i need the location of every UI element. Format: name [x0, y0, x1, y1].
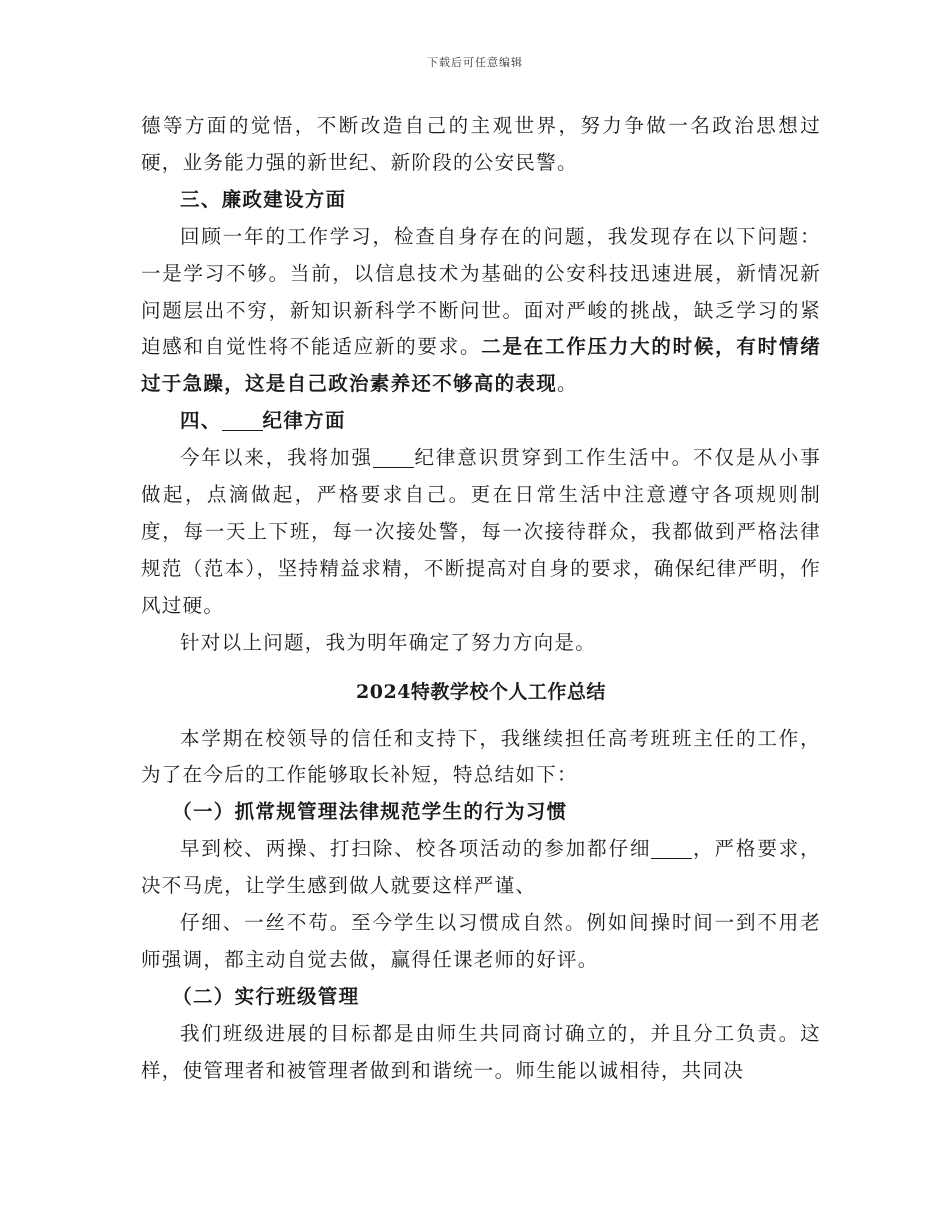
paragraph-class-goals: 我们班级进展的目标都是由师生共同商讨确立的，并且分工负责。这样，使管理者和被管理者做到和谐统一。师生能以诚相待，共同决 — [141, 1021, 821, 1082]
paragraph-discipline — [141, 440, 821, 625]
paragraph-review-text: 回顾一年的工作学习，检查自身存在的问题，我发现存在以下问题：一是学习不够。当前，以信息技术为基础的公安科技迅速进展，新情况新问题层出不穷，新知识新科学不断问世。面对严峻的挑战，缺乏学习的紧迫感和自觉性将不能适应新的要求。 — [141, 224, 821, 359]
paragraph-routine — [141, 831, 821, 905]
paragraph-review — [141, 219, 821, 404]
section-heading-discipline-label: 纪律方面 — [262, 409, 346, 433]
paragraph-routine-start: 早到校、两操、打扫除、校各项活动的参加都仔细 — [180, 837, 652, 861]
paragraph-discipline-rest: 纪律意识贯穿到工作生活中。不仅是从小事做起，点滴做起，严格要求自己。更在日常生活中注意遵守各项规则制度，每一天上下班，每一次接处警，每一次接待群众，我都做到严格法律规范（范本），坚持精益求精，不断提高对自身的要求，确保纪律严明，作风过硬。 — [141, 446, 822, 617]
paragraph-review-bold: 二是在工作压力大的时候，有时情绪过于急躁，这是自己政治素养还不够高的表现 — [141, 335, 821, 396]
document-body — [141, 108, 821, 1090]
section-heading-discipline-number: 四、 — [180, 409, 222, 433]
paragraph-intro: 本学期在校领导的信任和支持下，我继续担任高考班班主任的工作，为了在今后的工作能够取长补短，特总结如下： — [141, 726, 821, 787]
section-heading-discipline — [141, 403, 821, 440]
paragraph-routine-rest: ，严格要求，决不马虎，让学生感到做人就要这样严谨、 — [141, 837, 821, 898]
blank-line — [651, 839, 692, 860]
blank-line — [373, 448, 414, 469]
subheading-routine-management: （一）抓常规管理法律规范学生的行为习惯 — [172, 800, 568, 824]
document-title: 2024特教学校个人工作总结 — [356, 680, 606, 703]
subheading-class-management: （二）实行班级管理 — [172, 984, 360, 1008]
paragraph-direction: 针对以上问题，我为明年确定了努力方向是。 — [180, 630, 597, 654]
section-heading-integrity: 三、廉政建设方面 — [180, 187, 347, 211]
paragraph-habits: 仔细、一丝不苟。至今学生以习惯成自然。例如间操时间一到不用老师强调，都主动自觉去做，赢得任课老师的好评。 — [141, 911, 821, 971]
blank-line — [222, 411, 263, 432]
paragraph-discipline-start: 今年以来，我将加强 — [180, 446, 373, 470]
paragraph-review-end: 。 — [557, 372, 578, 396]
page-header: 下载后可任意编辑 — [427, 56, 523, 69]
paragraph-continuation: 德等方面的觉悟，不断改造自己的主观世界，努力争做一名政治思想过硬，业务能力强的新世纪、新阶段的公安民警。 — [141, 114, 821, 174]
